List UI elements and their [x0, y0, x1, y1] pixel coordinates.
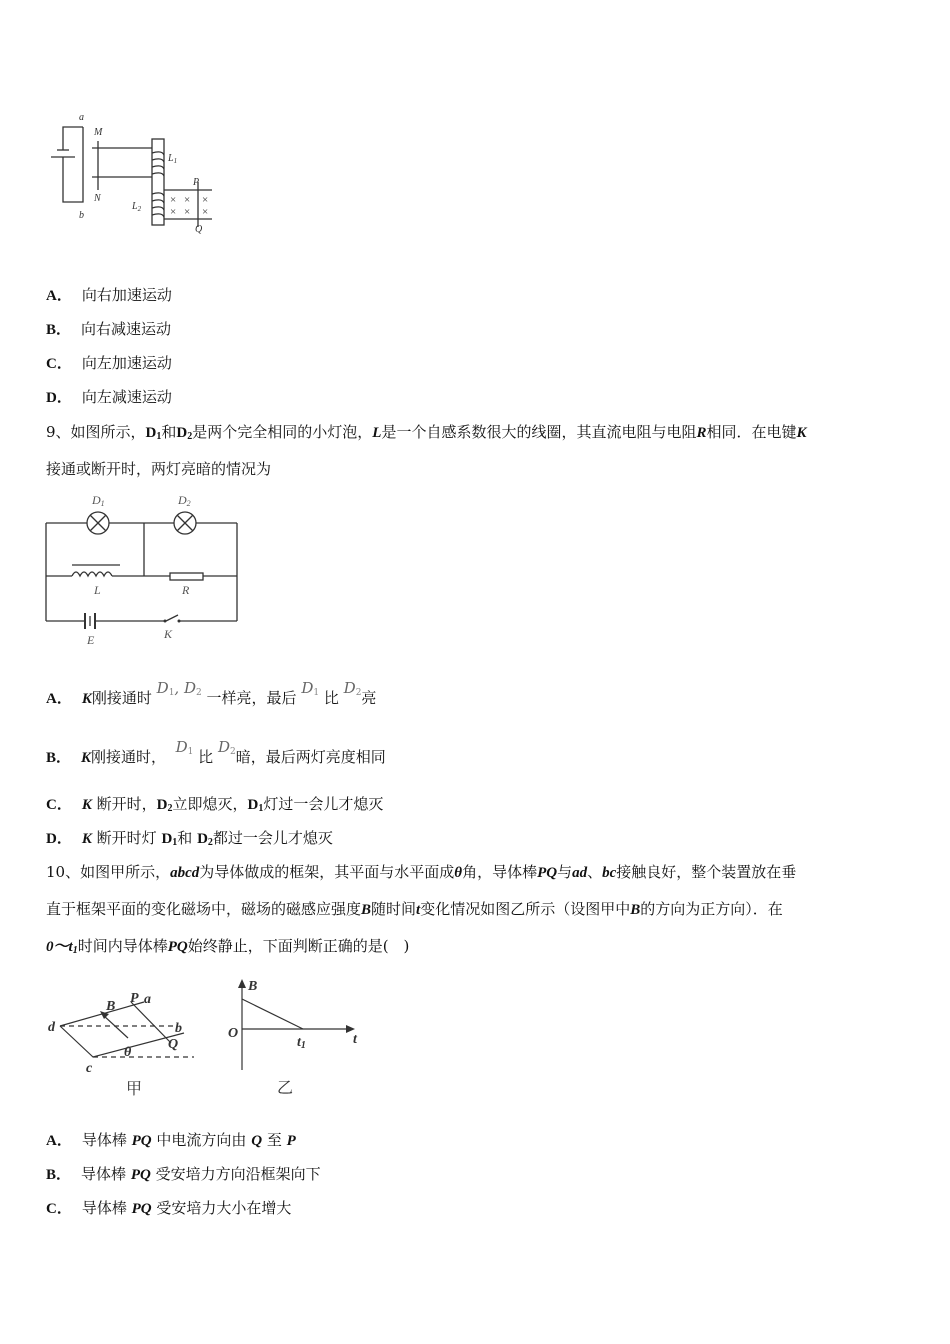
label-k: K [164, 627, 173, 641]
label-l: L [94, 583, 101, 597]
label-L2: $L_2$ [132, 201, 142, 213]
svg-text:c: c [86, 1061, 93, 1076]
label-a: a [79, 112, 84, 123]
svg-text:B: B [248, 979, 258, 994]
svg-text:t: t [353, 1032, 357, 1047]
q9-option-c[interactable]: C． K 断开时，$D_2$立即熄灭，$D_1$灯过一会儿才熄灭 [46, 795, 384, 814]
svg-text:a: a [144, 992, 151, 1007]
q8-circuit-diagram [40, 105, 230, 235]
b-vs-t-line [242, 999, 303, 1029]
q9-option-d[interactable]: D． K 断开时灯 $D_1$和 $D_2$都过一会儿才熄灭 [46, 829, 333, 848]
q8-option-d[interactable]: D． 向左减速运动 [46, 388, 172, 406]
switch-k-icon [166, 615, 178, 621]
q10-option-a[interactable]: A． 导体棒 PQ 中电流方向由 Q 至 P [46, 1131, 296, 1149]
label-d1: D1 [92, 493, 105, 508]
svg-text:B: B [106, 999, 116, 1014]
q10-option-b[interactable]: B． 导体棒 PQ 受安培力方向沿框架向下 [46, 1165, 321, 1183]
q10-option-c[interactable]: C． 导体棒 PQ 受安培力大小在增大 [46, 1199, 292, 1217]
svg-text:d: d [48, 1020, 55, 1035]
q8-option-b[interactable]: B． 向右减速运动 [46, 320, 172, 338]
q9-option-a[interactable]: A． K刚接通时 $D_1$, $D_2$ 一样亮，最后 $D_1$ 比 $D_2$亮 [46, 679, 377, 707]
label-P: P [193, 177, 200, 188]
q9-option-b[interactable]: B． K刚接通时， $D_1$ 比 $D_2$暗，最后两灯亮度相同 [46, 738, 386, 766]
label-Q: Q [195, 224, 203, 235]
svg-text:×: × [184, 206, 191, 218]
svg-text:×: × [202, 194, 209, 206]
q9-circuit-diagram [42, 488, 242, 648]
label-d2: D2 [178, 493, 191, 508]
svg-text:Q: Q [168, 1037, 179, 1052]
magnetic-field-into-page [170, 194, 208, 218]
resistor-icon [170, 573, 203, 580]
q10-stem-line1: 10、如图甲所示，abcd为导体做成的框架，其平面与水平面成θ角，导体棒PQ与ad、bc接触良好，整个装置放在垂 [46, 863, 797, 881]
q10-stem-line3: $0\sim t_1$时间内导体棒PQ始终静止，下面判断正确的是( ) [46, 937, 410, 956]
svg-text:b: b [175, 1021, 182, 1036]
label-L1: $L_1$ [168, 153, 178, 165]
label-M: M [94, 127, 103, 138]
svg-text:P: P [130, 991, 139, 1006]
q10-stem-line2: 直于框架平面的变化磁场中，磁场的磁感应强度B随时间t变化情况如图乙所示（设图甲中B的方向为正方向）．在 [46, 900, 783, 918]
q9-stem-line1: 9、如图所示，$D_1$和$D_2$是两个完全相同的小灯泡，L是一个自感系数很大的线圈，其直流电阻与电阻R相同．在电键K [46, 423, 807, 442]
caption-yi: 乙 [277, 1080, 294, 1097]
q8-option-a[interactable]: A． 向右加速运动 [46, 286, 172, 304]
inductor-coil-icon [72, 572, 112, 576]
svg-text:×: × [170, 194, 177, 206]
q10-figure-yi [225, 975, 370, 1100]
svg-text:θ: θ [124, 1045, 132, 1060]
label-e: E [87, 633, 95, 647]
label-b: b [79, 210, 84, 221]
label-r: R [182, 583, 190, 597]
svg-text:t1: t1 [297, 1035, 306, 1051]
svg-text:×: × [170, 206, 177, 218]
q8-option-c[interactable]: C． 向左加速运动 [46, 354, 172, 372]
svg-text:×: × [184, 194, 191, 206]
label-N: N [94, 193, 101, 204]
svg-text:×: × [202, 206, 209, 218]
q9-stem-line2: 接通或断开时，两灯亮暗的情况为 [46, 460, 272, 478]
q10-figure-jia [44, 978, 204, 1098]
svg-text:O: O [228, 1026, 239, 1041]
caption-jia: 甲 [126, 1081, 143, 1098]
